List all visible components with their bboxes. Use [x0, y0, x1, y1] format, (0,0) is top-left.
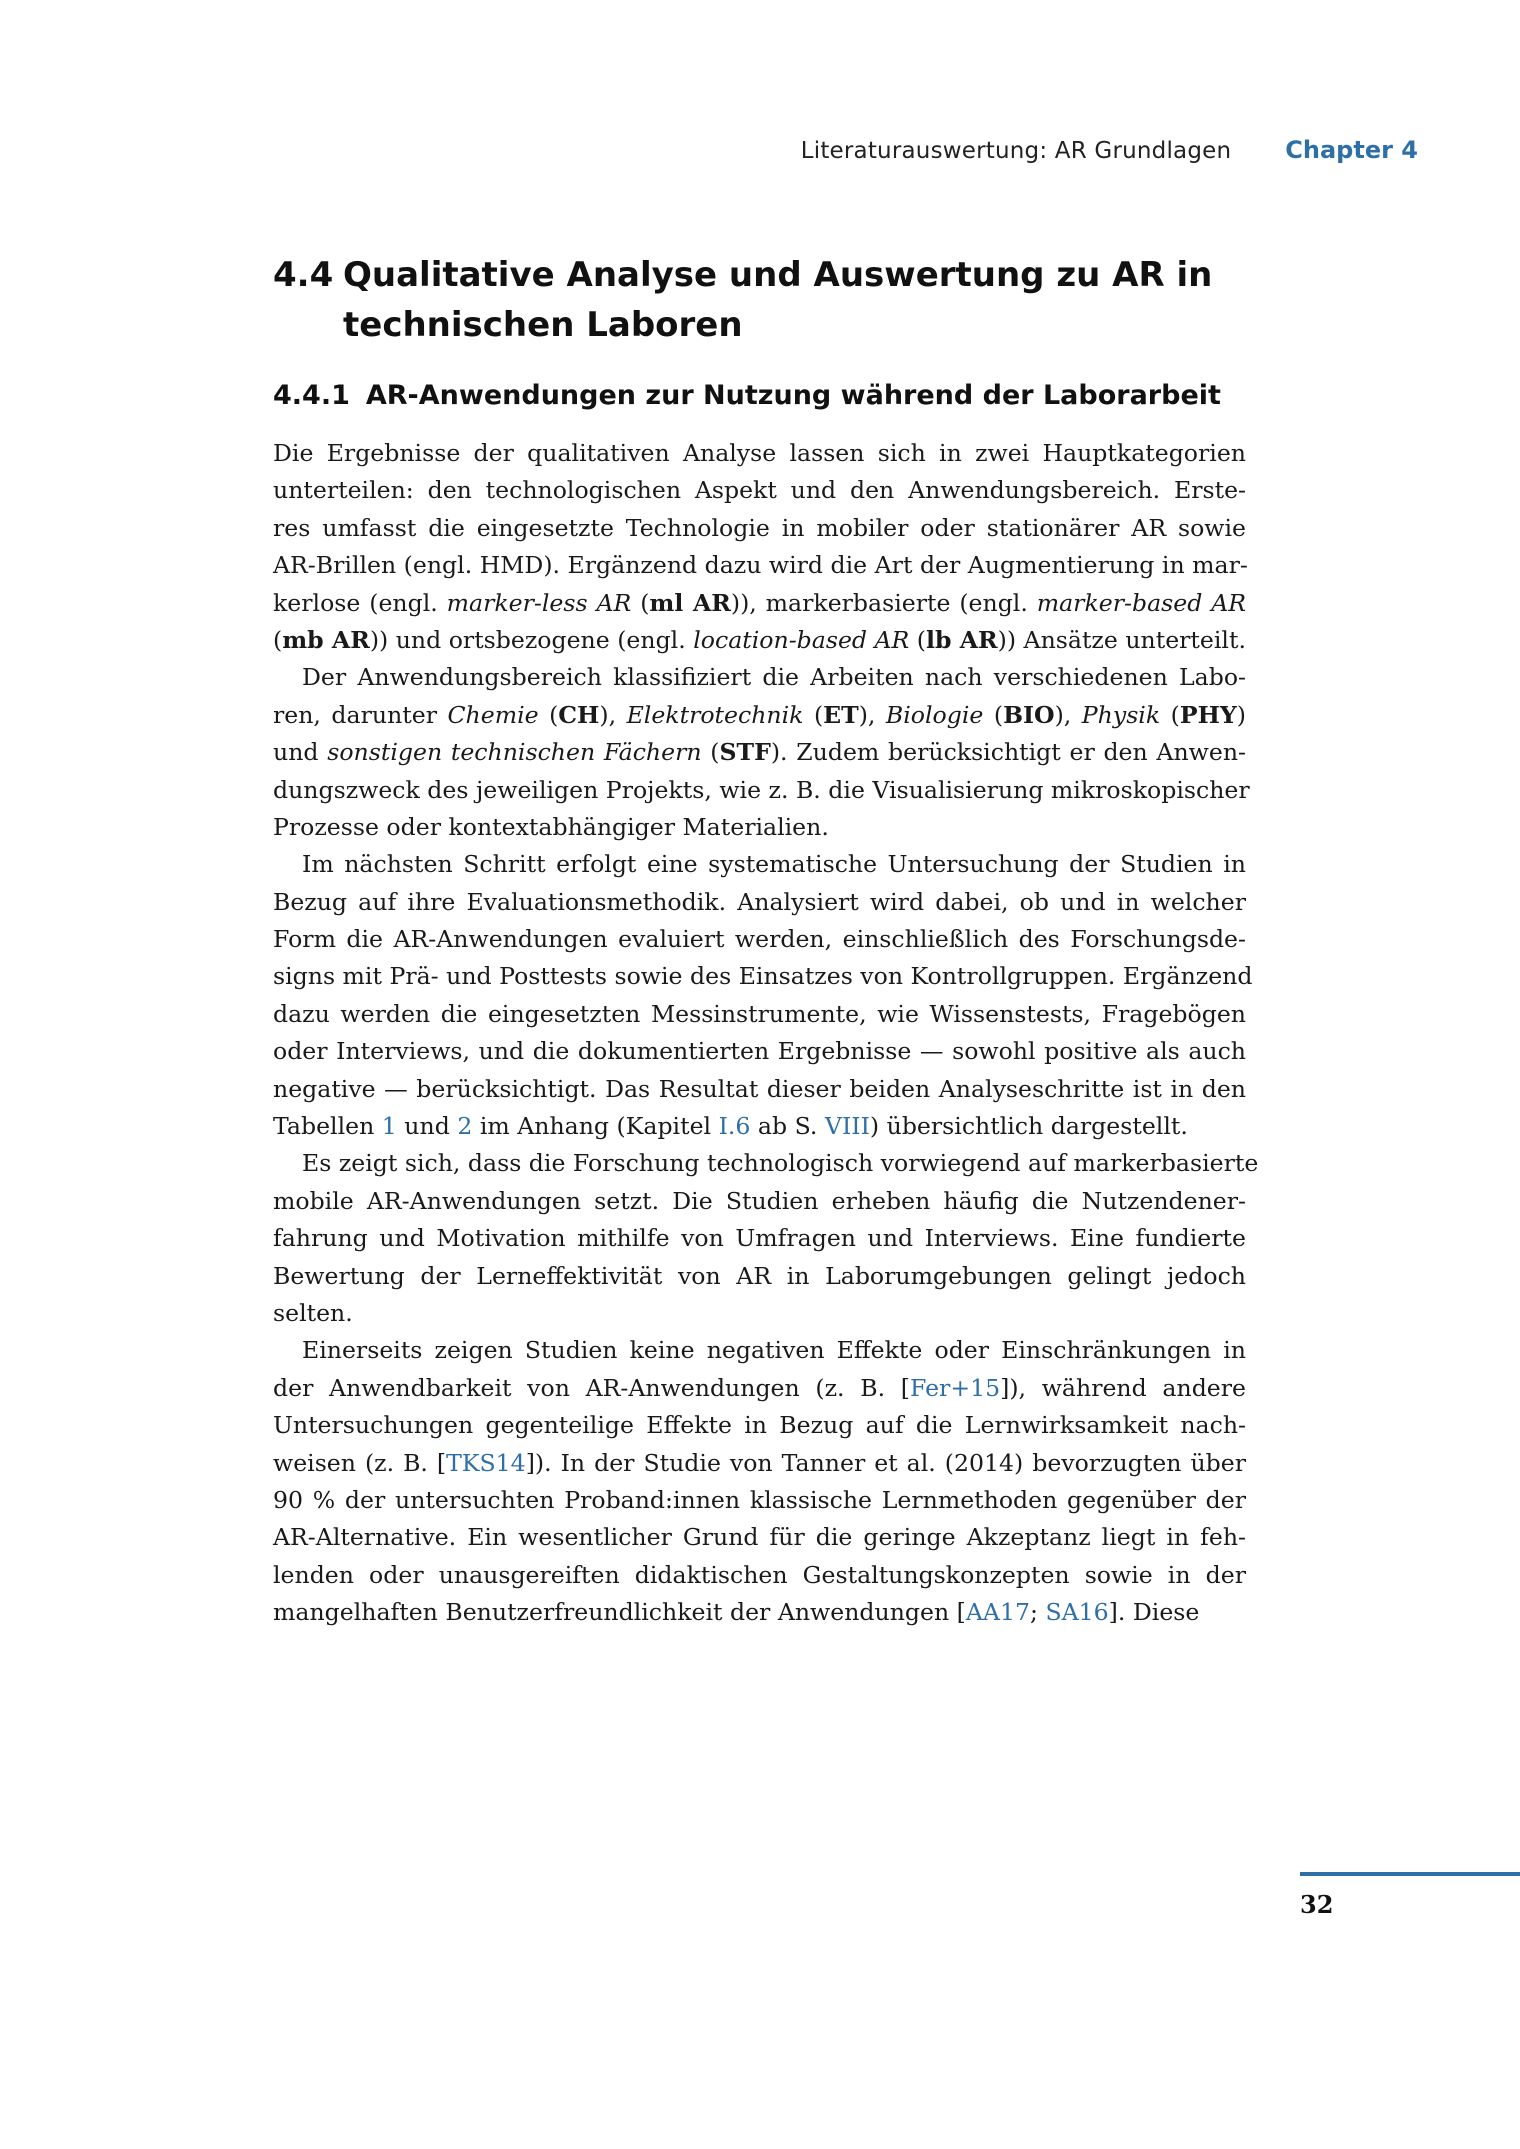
subsection-number: 4.4.1: [273, 380, 350, 411]
text-line: weisen (z. B. [TKS14]). In der Studie von Tanner et al. (2014) bevorzugten über: [273, 1448, 1246, 1477]
paragraph: [273, 659, 1250, 846]
text-line: lenden oder unausgereiften didaktischen Gestaltungskonzepten sowie in der: [273, 1560, 1246, 1589]
bold-abbreviation: ET: [823, 700, 859, 729]
body-text: [273, 435, 1259, 1632]
italic-term: Physik: [1081, 700, 1161, 729]
text-line: AR-Brillen (engl. HMD). Ergänzend dazu wird die Art der Augmentierung in mar-: [273, 551, 1248, 580]
text-line: Bewertung der Lerneffektivität von AR in Laborumgebungen gelingt jedoch: [273, 1261, 1246, 1290]
text-line: res umfasst die eingesetzte Technologie in mobiler oder stationärer AR sowie: [273, 513, 1246, 542]
subsection-title: AR-Anwendungen zur Nutzung während der Laborarbeit: [365, 380, 1221, 411]
citation-link[interactable]: SA16: [1045, 1598, 1109, 1627]
italic-term: marker-less AR: [446, 588, 632, 617]
section-heading: [273, 250, 1273, 350]
italic-term: marker-based AR: [1036, 588, 1246, 617]
text-line: der Anwendbarkeit von AR-Anwendungen (z. B. [Fer+15]), während andere: [273, 1373, 1246, 1402]
text-line: Die Ergebnisse der qualitativen Analyse lassen sich in zwei Hauptkategorien: [273, 439, 1246, 467]
text-line: oder Interviews, und die dokumentierten Ergebnisse — sowohl positive als auch: [273, 1037, 1246, 1066]
footer-rule: [1300, 1872, 1520, 1876]
text-line: Tabellen 1 und 2 im Anhang (Kapitel I.6 ab S. VIII) übersichtlich dargestellt.: [273, 1112, 1188, 1141]
text-line: Es zeigt sich, dass die Forschung technologisch vorwiegend auf markerbasierte: [302, 1149, 1259, 1178]
citation-link[interactable]: Fer+15: [910, 1373, 1001, 1402]
text-line: Untersuchungen gegenteilige Effekte in Bezug auf die Lernwirksamkeit nach-: [273, 1411, 1246, 1440]
bold-abbreviation: PHY: [1179, 700, 1237, 729]
running-title: Literaturauswertung: AR Grundlagen: [800, 138, 1232, 164]
bold-abbreviation: ml AR: [649, 588, 731, 617]
paragraph: [273, 1332, 1246, 1631]
citation-link[interactable]: TKS14: [446, 1448, 526, 1477]
italic-term: Biologie: [885, 700, 984, 729]
citation-link[interactable]: I.6: [718, 1112, 751, 1141]
text-line: mobile AR-Anwendungen setzt. Die Studien erheben häufig die Nutzendener-: [273, 1186, 1246, 1215]
bold-abbreviation: CH: [558, 700, 600, 729]
text-line: 90 % der untersuchten Proband:innen klassische Lernmethoden gegenüber der: [273, 1485, 1246, 1514]
text-line: Im nächsten Schritt erfolgt eine systematische Untersuchung der Studien in: [302, 850, 1246, 879]
text-line: Form die AR-Anwendungen evaluiert werden, einschließlich des Forschungsde-: [273, 925, 1246, 954]
text-line: AR-Alternative. Ein wesentlicher Grund für die geringe Akzeptanz liegt in feh-: [273, 1523, 1246, 1552]
bold-abbreviation: mb AR: [282, 625, 370, 654]
running-header: [801, 136, 1418, 164]
text-line: dazu werden die eingesetzten Messinstrumente, wie Wissenstests, Fragebögen: [273, 999, 1246, 1028]
italic-term: Elektrotechnik: [626, 700, 804, 729]
text-line: Bezug auf ihre Evaluationsmethodik. Analysiert wird dabei, ob und in welcher: [273, 887, 1246, 916]
text-line: Der Anwendungsbereich klassifiziert die Arbeiten nach verschiedenen Labo-: [302, 663, 1246, 692]
text-line: unterteilen: den technologischen Aspekt und den Anwendungsbereich. Erste-: [273, 476, 1246, 505]
citation-link[interactable]: AA17: [965, 1598, 1030, 1627]
text-line: fahrung und Motivation mithilfe von Umfragen und Interviews. Eine fundierte: [273, 1224, 1246, 1253]
text-line: dungszweck des jeweiligen Projekts, wie z. B. die Visualisierung mikroskopischer: [273, 775, 1250, 804]
paragraph: [273, 846, 1253, 1145]
text-line: und sonstigen technischen Fächern (STF). Zudem berücksichtigt er den Anwen-: [273, 738, 1246, 767]
section-number: 4.4: [273, 255, 334, 295]
page-number: 32: [1300, 1890, 1334, 1919]
text-line: mangelhaften Benutzerfreundlichkeit der Anwendungen [AA17; SA16]. Diese: [273, 1598, 1200, 1627]
section-title: Qualitative Analyse und Auswertung zu AR in technischen Laboren: [343, 255, 1213, 345]
italic-term: sonstigen technischen Fächern: [327, 738, 702, 767]
text-line: selten.: [273, 1298, 353, 1327]
text-line: Einerseits zeigen Studien keine negativen Effekte oder Einschränkungen in: [302, 1336, 1246, 1365]
text-line: signs mit Prä- und Posttests sowie des Einsatzes von Kontrollgruppen. Ergänzend: [273, 962, 1253, 991]
text-line: kerlose (engl. marker-less AR (ml AR)), markerbasierte (engl. marker-based AR: [273, 588, 1246, 617]
subsection-heading: [273, 378, 1273, 414]
italic-term: Chemie: [447, 700, 539, 729]
text-line: (mb AR)) und ortsbezogene (engl. location-based AR (lb AR)) Ansätze unterteilt.: [273, 625, 1246, 654]
chapter-label: Chapter 4: [1285, 136, 1418, 164]
bold-abbreviation: BIO: [1003, 700, 1055, 729]
citation-link[interactable]: VIII: [824, 1112, 870, 1141]
text-line: Prozesse oder kontextabhängiger Materialien.: [273, 812, 829, 841]
citation-link[interactable]: 1: [381, 1112, 397, 1141]
citation-link[interactable]: 2: [457, 1112, 473, 1141]
text-line: negative — berücksichtigt. Das Resultat dieser beiden Analyseschritte ist in den: [273, 1074, 1246, 1103]
italic-term: location-based AR: [693, 625, 910, 654]
paragraph: [273, 1145, 1259, 1332]
text-line: ren, darunter Chemie (CH), Elektrotechnik (ET), Biologie (BIO), Physik (PHY): [273, 700, 1246, 729]
bold-abbreviation: STF: [719, 738, 771, 767]
paragraph: [273, 435, 1246, 659]
bold-abbreviation: lb AR: [926, 625, 998, 654]
